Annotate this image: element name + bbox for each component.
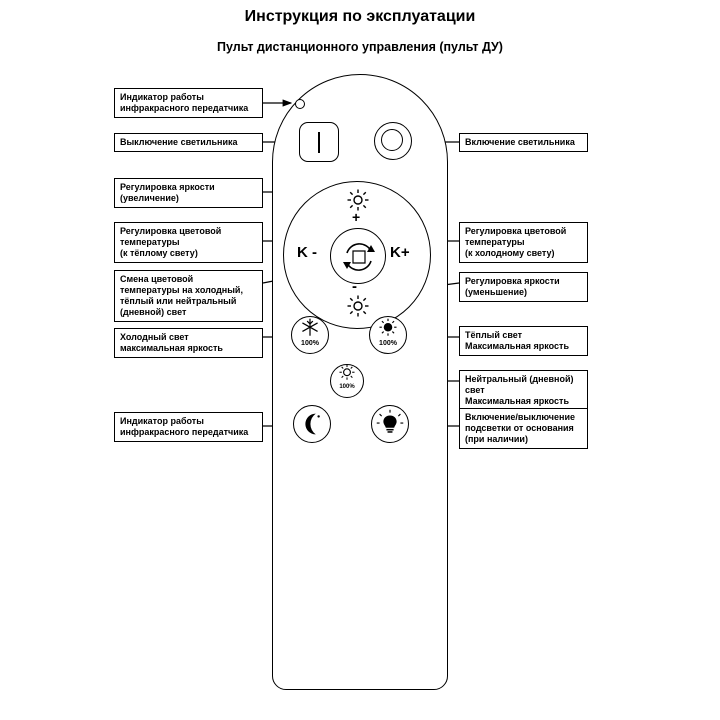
callout-color-temp-cold <box>459 222 588 263</box>
page-title: Инструкция по эксплуатации <box>244 8 476 25</box>
callout-ir-indicator-bottom-line1: Индикатор работы <box>120 416 204 426</box>
cold-pct-label: 100% <box>301 340 319 347</box>
callout-neutral-max-line2: Максимальная яркость <box>465 396 569 406</box>
callout-base-backlight <box>459 408 588 449</box>
callout-ir-indicator-bottom-line2: инфракрасного передатчика <box>120 427 249 437</box>
power-on-button[interactable] <box>374 122 412 160</box>
callout-color-temp-switch-line1: Смена цветовой <box>120 274 194 284</box>
callout-warm-max-line1: Тёплый свет <box>465 330 523 340</box>
callout-base-backlight-line2: подсветки от основания <box>465 423 574 433</box>
warm-max-button[interactable] <box>369 316 407 354</box>
callout-color-temp-switch-line2: температуры на холодный, <box>120 285 243 295</box>
callout-warm-max-line2: Максимальная яркость <box>465 341 569 351</box>
callout-ir-indicator-top-line1: Индикатор работы <box>120 92 204 102</box>
k-minus-label: K - <box>297 244 317 261</box>
callout-color-temp-cold-line2: температуры <box>465 237 525 247</box>
callout-neutral-max-line1: Нейтральный (дневной) свет <box>465 374 574 395</box>
wheel-center-button[interactable] <box>330 228 386 284</box>
night-mode-button[interactable] <box>293 405 331 443</box>
callout-ir-indicator-top-line2: инфракрасного передатчика <box>120 103 249 113</box>
color-temp-cycle-icon <box>331 229 387 285</box>
callout-color-temp-warm <box>114 222 263 263</box>
bulb-icon <box>372 406 408 442</box>
power-off-button[interactable] <box>299 122 339 162</box>
callout-color-temp-warm-line1: Регулировка цветовой <box>120 226 222 236</box>
callout-brightness-up-line1: Регулировка яркости <box>120 182 215 192</box>
callout-brightness-down <box>459 272 588 302</box>
sun-dim-icon <box>346 294 370 318</box>
callout-power-off <box>114 133 263 152</box>
moon-icon <box>294 406 330 442</box>
callout-power-off-line1: Выключение светильника <box>120 137 238 147</box>
ir-led-icon <box>295 99 305 109</box>
callout-brightness-down-line2: (уменьшение) <box>465 287 527 297</box>
minus-sign: - <box>352 278 357 295</box>
callout-color-temp-switch <box>114 270 263 322</box>
k-plus-label: K+ <box>390 244 410 261</box>
callout-cold-max-line1: Холодный свет <box>120 332 189 342</box>
warm-pct-label: 100% <box>379 340 397 347</box>
callout-ir-indicator-top <box>114 88 263 118</box>
base-backlight-button[interactable] <box>371 405 409 443</box>
callout-power-on <box>459 133 588 152</box>
callout-color-temp-warm-line3: (к тёплому свету) <box>120 248 198 258</box>
cold-max-button[interactable] <box>291 316 329 354</box>
callout-base-backlight-line1: Включение/выключение <box>465 412 575 422</box>
callout-brightness-up-line2: (увеличение) <box>120 193 179 203</box>
callout-color-temp-cold-line3: (к холодному свету) <box>465 248 555 258</box>
page-subtitle: Пульт дистанционного управления (пульт ДУ) <box>217 40 503 54</box>
callout-cold-max-line2: максимальная яркость <box>120 343 223 353</box>
callout-brightness-up <box>114 178 263 208</box>
neutral-pct-label: 100% <box>339 384 355 390</box>
callout-color-temp-cold-line1: Регулировка цветовой <box>465 226 567 236</box>
callout-ir-indicator-bottom <box>114 412 263 442</box>
callout-base-backlight-line3: (при наличии) <box>465 434 528 444</box>
callout-color-temp-switch-line3: тёплый или нейтральный <box>120 296 237 306</box>
callout-power-on-line1: Включение светильника <box>465 137 575 147</box>
control-wheel[interactable] <box>283 181 431 329</box>
callout-neutral-max <box>459 370 588 411</box>
plus-sign: + <box>352 209 361 225</box>
callout-color-temp-switch-line4: (дневной) свет <box>120 307 187 317</box>
callout-cold-max <box>114 328 263 358</box>
callout-color-temp-warm-line2: температуры <box>120 237 180 247</box>
callout-brightness-down-line1: Регулировка яркости <box>465 276 560 286</box>
neutral-max-button[interactable] <box>330 364 364 398</box>
callout-warm-max <box>459 326 588 356</box>
